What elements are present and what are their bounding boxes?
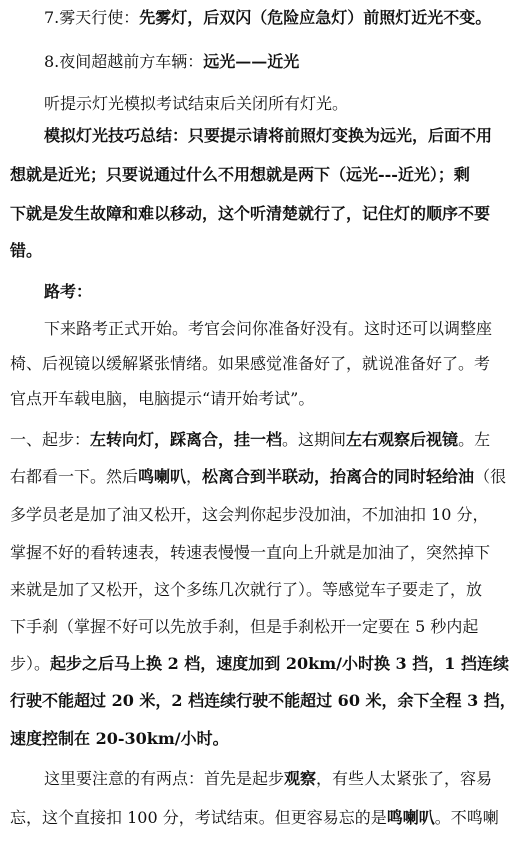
text-segment: 掌握不好的看转速表，转速表慢慢一直向上升就是加油了，突然掉下 [10, 543, 491, 562]
text-line [10, 807, 499, 829]
bold-text-segment: 想就是近光；只要说通过什么不用想就是两下（远光---近光）；剩 [10, 165, 470, 184]
text-line [10, 466, 506, 488]
text-segment: 一、起步： [10, 430, 91, 449]
text-line [10, 203, 490, 225]
text-segment: 忘，这个直接扣 100 分，考试结束。但更容易忘的是 [10, 808, 387, 827]
text-line [44, 7, 491, 29]
text-line [10, 690, 516, 712]
bold-text-segment: 鸣喇叭 [386, 808, 435, 827]
text-line [10, 504, 489, 526]
text-line [10, 616, 478, 638]
text-line [10, 579, 482, 601]
text-segment: 下手刹（掌握不好可以先放手刹，但是手刹松开一定要在 5 秒内起 [10, 617, 479, 636]
text-segment: 7.雾天行使： [44, 8, 140, 27]
text-segment: 官点开车载电脑，电脑提示“请开始考试”。 [10, 389, 315, 408]
bold-text-segment: 行驶不能超过 20 米，2 档连续行驶不能超过 60 米，余下全程 3 挡， [10, 691, 516, 710]
text-line [44, 125, 492, 147]
bold-text-segment: 路考： [44, 282, 93, 301]
bold-text-segment: 先雾灯，后双闪（危险应急灯）前照灯近光不变。 [139, 8, 492, 27]
bold-text-segment: 左转向灯，踩离合，挂一档 [90, 430, 283, 449]
bold-text-segment: 左右观察后视镜 [346, 430, 459, 449]
text-segment: 来就是加了又松开，这个多练几次就行了）。等感觉车子要走了，放 [10, 580, 483, 599]
text-line [10, 429, 490, 451]
text-line [44, 318, 492, 340]
text-line [10, 653, 509, 675]
text-segment: 。这期间 [282, 430, 347, 449]
text-line [44, 768, 492, 790]
text-segment: ，有些人太紧张了，容易 [316, 769, 493, 788]
text-segment: 。不鸣喇 [434, 808, 499, 827]
text-line [10, 728, 229, 750]
text-segment: 步）。 [10, 654, 51, 673]
bold-text-segment: 错。 [10, 241, 43, 260]
text-line [10, 542, 490, 564]
bold-text-segment: 观察 [284, 769, 317, 788]
text-line [44, 281, 92, 303]
text-line [10, 388, 314, 410]
text-line [10, 240, 42, 262]
text-segment: ， [186, 467, 203, 486]
text-line [44, 51, 299, 73]
text-segment: 听提示灯光模拟考试结束后关闭所有灯光。 [44, 94, 349, 113]
bold-text-segment: 速度控制在 20-30km/小时。 [10, 729, 229, 748]
text-segment: 椅、后视镜以缓解紧张情绪。如果感觉准备好了，就说准备好了。考 [10, 354, 491, 373]
text-line [44, 93, 348, 115]
text-segment: （很 [474, 467, 507, 486]
bold-text-segment: 模拟灯光技巧总结：只要提示请将前照灯变换为远光，后面不用 [44, 126, 493, 145]
bold-text-segment: 下就是发生故障和难以移动，这个听清楚就行了，记住灯的顺序不要 [10, 204, 491, 223]
bold-text-segment: 远光——近光 [203, 52, 300, 71]
text-segment: 多学员老是加了油又松开，这会判你起步没加油，不加油扣 10 分， [10, 505, 489, 524]
text-segment: 8.夜间超越前方车辆： [44, 52, 204, 71]
text-segment: 这里要注意的有两点：首先是起步 [44, 769, 285, 788]
text-line [10, 164, 470, 186]
text-segment: 。左 [458, 430, 491, 449]
bold-text-segment: 松离合到半联动，抬离合的同时轻给油 [202, 467, 475, 486]
text-segment: 下来路考正式开始。考官会问你准备好没有。这时还可以调整座 [44, 319, 493, 338]
bold-text-segment: 起步之后马上换 2 档，速度加到 20km/小时换 3 挡，1 挡连续 [50, 654, 509, 673]
text-line [10, 353, 490, 375]
bold-text-segment: 鸣喇叭 [138, 467, 187, 486]
text-segment: 右都看一下。然后 [10, 467, 139, 486]
